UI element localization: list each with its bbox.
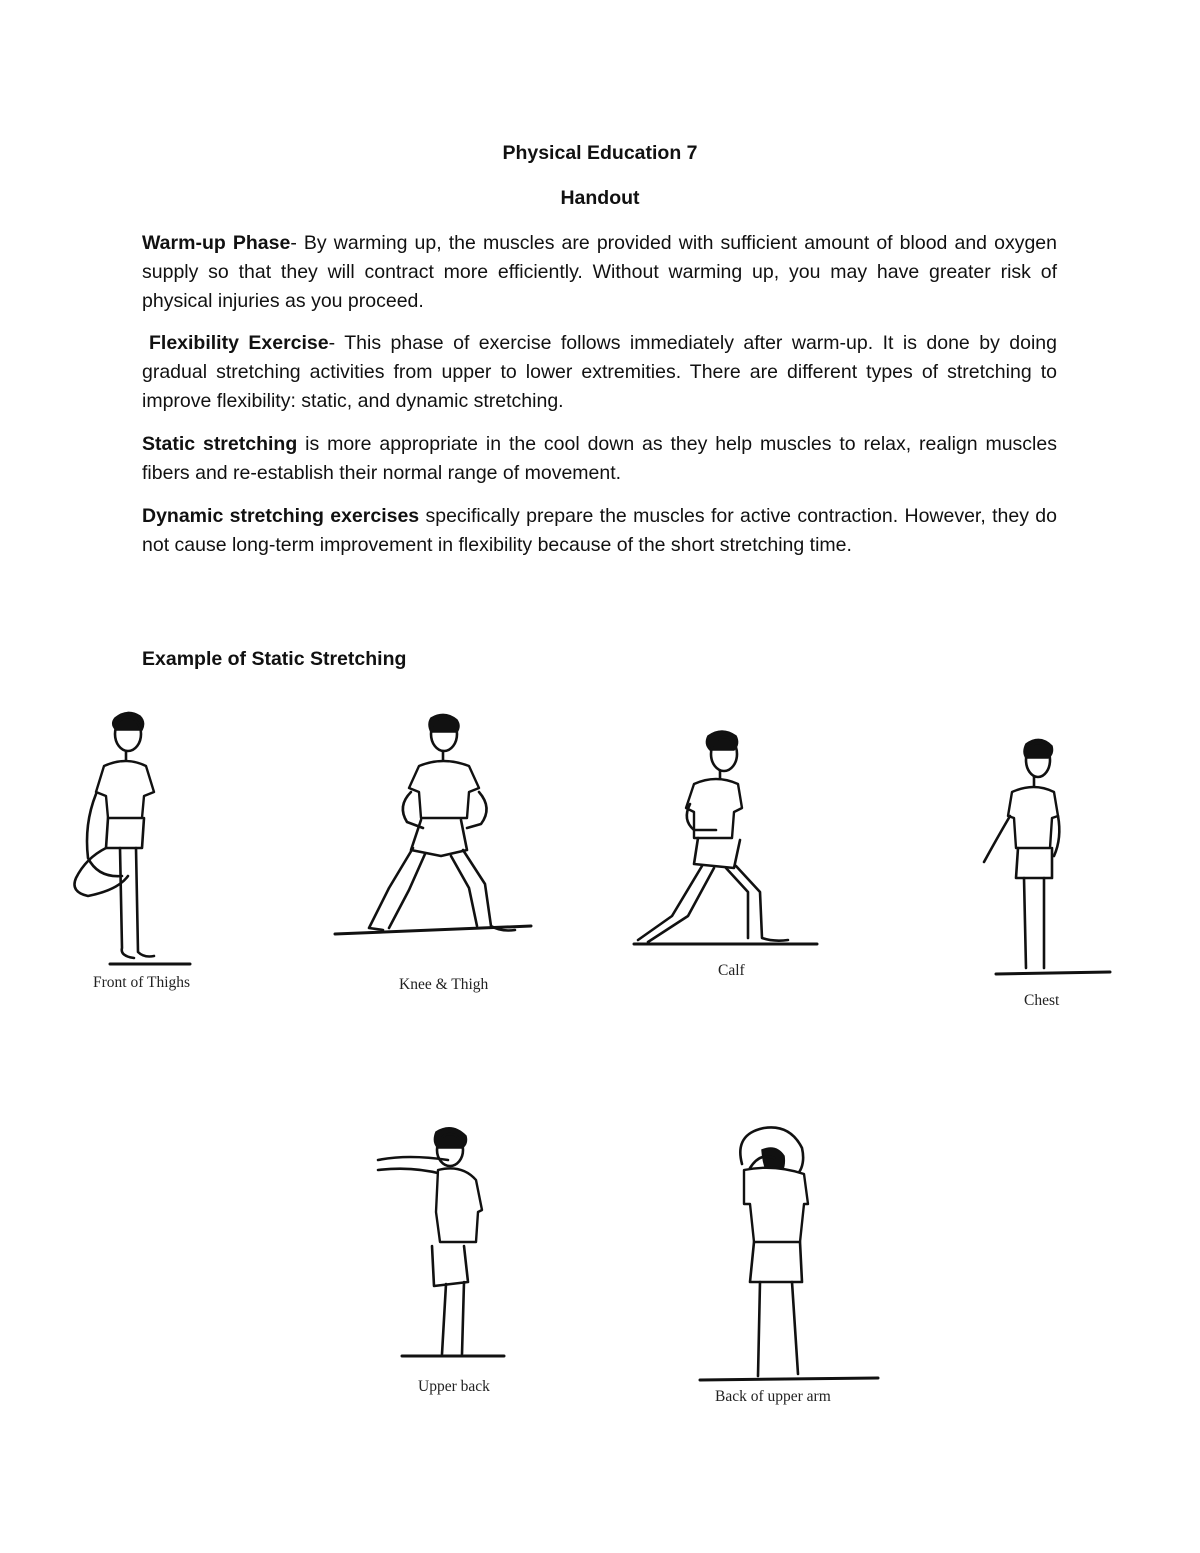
text-flexibility: - This phase of exercise follows immediately after warm-up. It is done by doing gradual stretching activities from upper to lower extremities. There are different types of stretching to improve flexibility: static, and dynamic stretching. <box>142 332 1057 412</box>
caption-knee-and-thigh: Knee & Thigh <box>399 976 489 993</box>
page-title: Physical Education 7 <box>502 142 698 164</box>
paragraph-warmup <box>142 229 1057 316</box>
stretch-illustration <box>60 708 210 970</box>
stretch-illustration <box>632 726 822 956</box>
term-static: Static stretching <box>142 433 298 455</box>
figure-upper-back <box>374 1124 534 1395</box>
term-warmup: Warm-up Phase <box>142 232 291 254</box>
caption-upper-back: Upper back <box>418 1378 490 1395</box>
section-heading: Example of Static Stretching <box>142 648 407 670</box>
caption-calf: Calf <box>718 962 745 979</box>
paragraph-flexibility <box>142 329 1057 416</box>
stretch-illustration <box>698 1124 880 1386</box>
text-dynamic: specifically prepare the muscles for active contraction. However, they do not cause long-term improvement in flexibility because of the short stretching time. <box>142 505 1057 556</box>
page-subtitle: Handout <box>560 187 640 209</box>
stretch-illustration <box>374 1124 534 1364</box>
text-static: is more appropriate in the cool down as they help muscles to relax, realign muscles fibers and re-establish their normal range of movement. <box>142 433 1057 484</box>
paragraph-dynamic <box>142 502 1057 560</box>
caption-back-of-upper-arm: Back of upper arm <box>715 1388 831 1405</box>
figure-chest <box>972 736 1122 1009</box>
caption-chest: Chest <box>1024 992 1060 1009</box>
term-dynamic: Dynamic stretching exercises <box>142 505 420 527</box>
stretch-illustration <box>333 712 533 952</box>
caption-front-of-thighs: Front of Thighs <box>93 974 191 991</box>
text-warmup: - By warming up, the muscles are provided with sufficient amount of blood and oxygen supply so that they will contract more efficiently. Without warming up, you may have greater risk of physical injuries as you proceed. <box>142 232 1058 312</box>
figure-front-of-thighs <box>60 708 210 991</box>
term-flexibility: Flexibility Exercise <box>149 332 329 354</box>
paragraph-static <box>142 430 1057 488</box>
figure-calf <box>632 726 822 979</box>
stretch-illustration <box>972 736 1122 980</box>
figure-knee-and-thigh <box>333 712 533 993</box>
figure-back-of-upper-arm <box>698 1124 880 1405</box>
